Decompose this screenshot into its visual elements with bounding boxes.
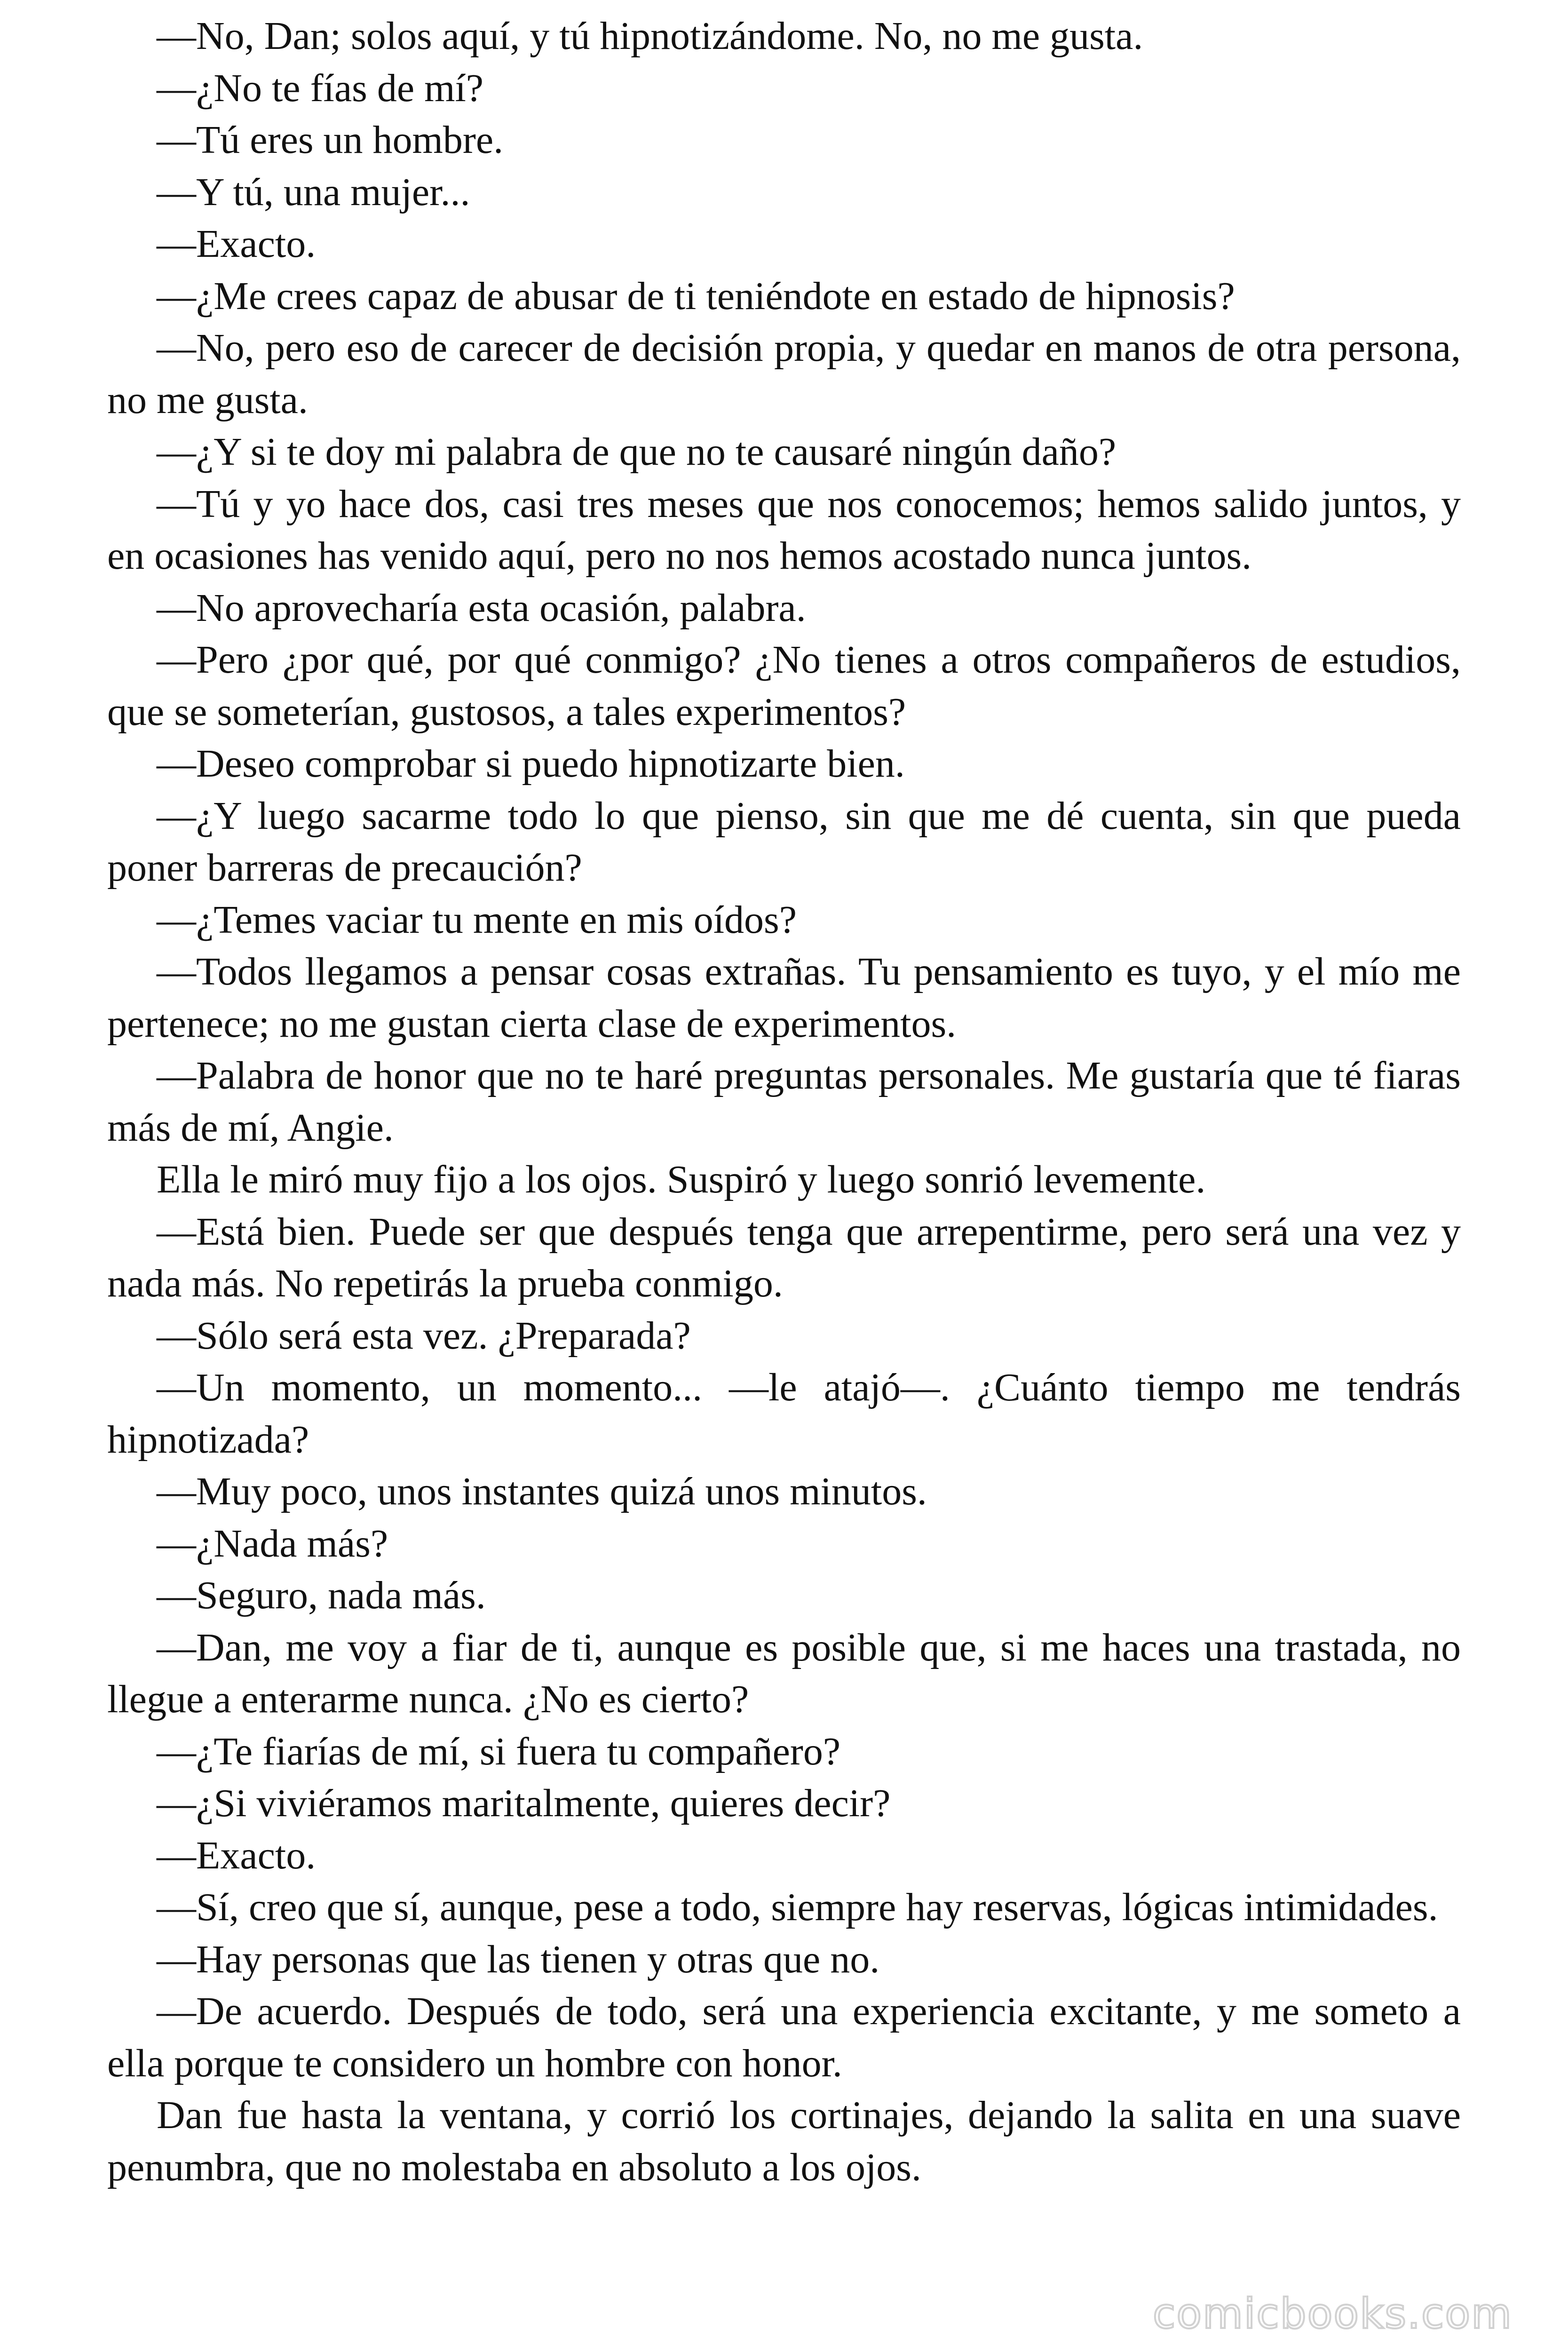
paragraph: —Tú y yo hace dos, casi tres meses que nos conocemos; hemos salido juntos, y en ocasiones has venido aquí, pero no nos hemos acostado nunca juntos. (107, 482, 1461, 578)
paragraph: —Un momento, un momento... —le atajó—. ¿Cuánto tiempo me tendrás hipnotizada? (107, 1366, 1461, 1462)
paragraph: —Hay personas que las tienen y otras que no. (157, 1937, 880, 1981)
paragraph: —¿Y luego sacarme todo lo que pienso, sin que me dé cuenta, sin que pueda poner barreras de precaución? (107, 794, 1461, 890)
paragraph: —¿Te fiarías de mí, si fuera tu compañero? (157, 1729, 841, 1773)
paragraph: —¿No te fías de mí? (157, 66, 484, 110)
paragraph: —Palabra de honor que no te haré preguntas personales. Me gustaría que té fiaras más de mí, Angie. (107, 1054, 1461, 1150)
paragraph: —Dan, me voy a fiar de ti, aunque es posible que, si me haces una trastada, no llegue a enterarme nunca. ¿No es cierto? (107, 1625, 1461, 1721)
paragraph: —Todos llegamos a pensar cosas extrañas. Tu pensamiento es tuyo, y el mío me pertenece; no me gustan cierta clase de experimentos. (107, 950, 1461, 1046)
paragraph: —¿Y si te doy mi palabra de que no te causaré ningún daño? (157, 430, 1117, 474)
paragraph: —Deseo comprobar si puedo hipnotizarte bien. (157, 742, 905, 786)
paragraph: —No, pero eso de carecer de decisión propia, y quedar en manos de otra persona, no me gusta. (107, 326, 1461, 422)
paragraph: —Seguro, nada más. (157, 1573, 486, 1617)
book-page-text (107, 10, 1461, 2193)
paragraph: —Exacto. (157, 222, 316, 266)
paragraph: —¿Temes vaciar tu mente en mis oídos? (157, 898, 797, 942)
paragraph: —Sí, creo que sí, aunque, pese a todo, siempre hay reservas, lógicas intimidades. (157, 1885, 1438, 1929)
paragraph: —No, Dan; solos aquí, y tú hipnotizándome. No, no me gusta. (157, 14, 1143, 58)
paragraph: —Exacto. (157, 1833, 316, 1877)
paragraph: —Muy poco, unos instantes quizá unos minutos. (157, 1470, 927, 1513)
paragraph: Dan fue hasta la ventana, y corrió los cortinajes, dejando la salita en una suave penumbra, que no molestaba en absoluto a los ojos. (107, 2093, 1461, 2189)
paragraph: —De acuerdo. Después de todo, será una experiencia excitante, y me someto a ella porque te considero un hombre con honor. (107, 1989, 1461, 2085)
paragraph: —Pero ¿por qué, por qué conmigo? ¿No tienes a otros compañeros de estudios, que se someterían, gustosos, a tales experimentos? (107, 638, 1461, 734)
paragraph: —Sólo será esta vez. ¿Preparada? (157, 1313, 691, 1358)
paragraph: Ella le miró muy fijo a los ojos. Suspiró y luego sonrió levemente. (157, 1158, 1206, 1201)
paragraph: —¿Si viviéramos maritalmente, quieres decir? (157, 1781, 891, 1825)
watermark: comicbooks.com (1152, 2289, 1513, 2338)
paragraph: —Está bien. Puede ser que después tenga que arrepentirme, pero será una vez y nada más. No repetirás la prueba conmigo. (107, 1209, 1461, 1305)
paragraph: —Tú eres un hombre. (157, 118, 504, 162)
paragraph: —No aprovecharía esta ocasión, palabra. (157, 586, 806, 630)
paragraph: —Y tú, una mujer... (157, 170, 470, 214)
paragraph: —¿Nada más? (157, 1521, 388, 1565)
paragraph: —¿Me crees capaz de abusar de ti teniéndote en estado de hipnosis? (157, 274, 1235, 318)
